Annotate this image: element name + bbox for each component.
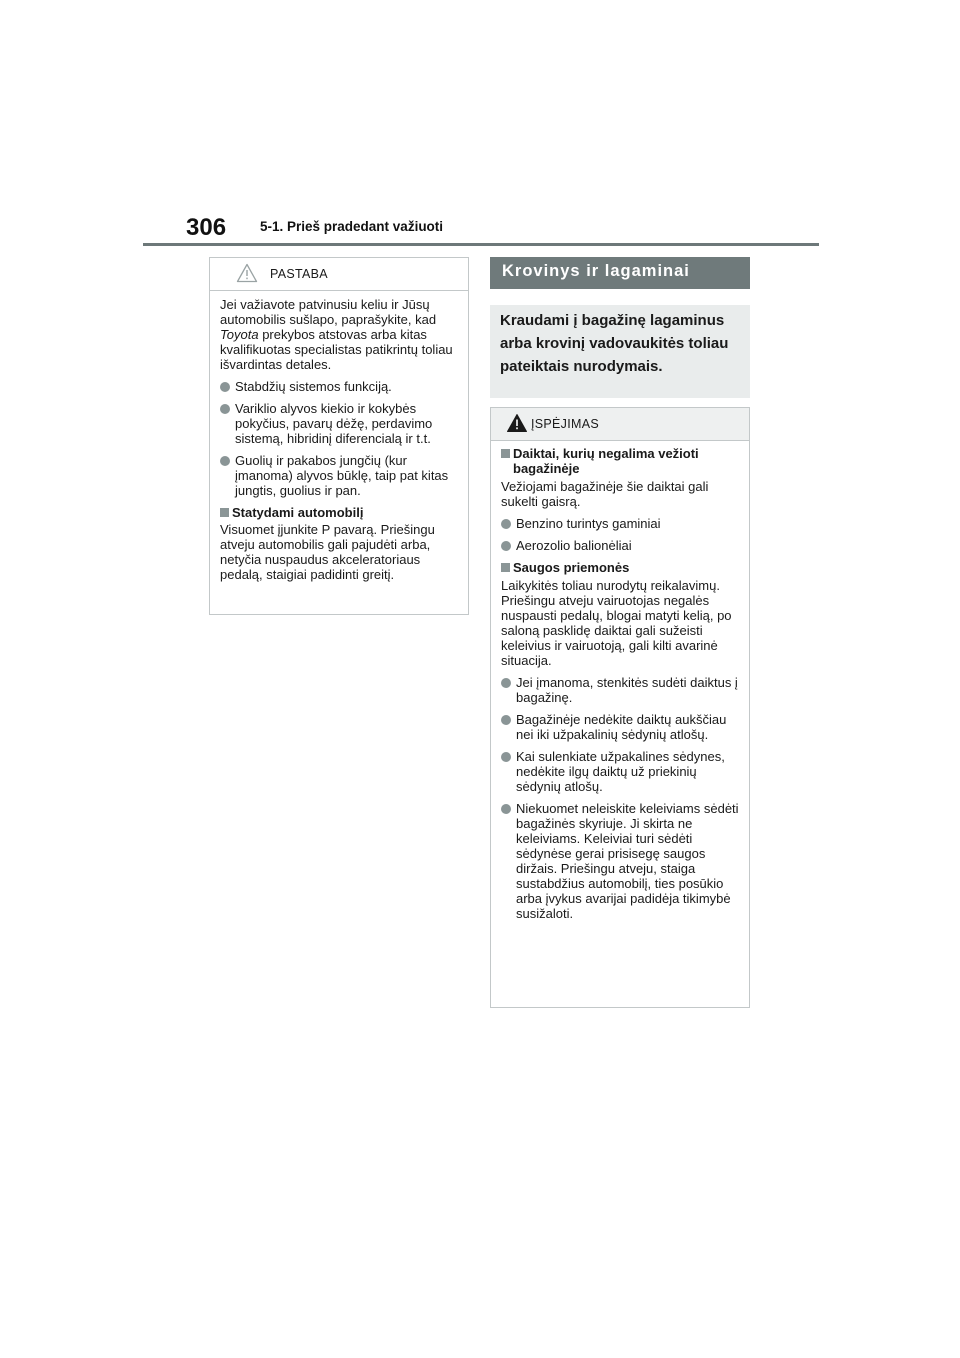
list-item-text: Aerozolio balionėliai: [516, 538, 632, 553]
section-header: Krovinys ir lagaminai: [490, 257, 750, 289]
note-sub-text: Visuomet įjunkite P pavarą. Priešingu atveju automobilis gali pajudėti arba, netyčia nuspaudus akceleratoriaus pedalą, staigiai padidinti greitį.: [220, 522, 435, 582]
note-box: [209, 257, 469, 615]
list-item: [501, 675, 740, 705]
section-title: 5-1. Prieš pradedant važiuoti: [260, 219, 444, 234]
warning-box: [490, 407, 750, 1008]
note-subheading-text: Statydami automobilį: [232, 505, 364, 520]
page-number: 306: [186, 214, 227, 241]
list-item-text: Jei įmanoma, stenkitės sudėti daiktus į bagažinę.: [516, 675, 738, 705]
list-item-text: Variklio alyvos kiekio ir kokybės pokyčius, pavarų dėžę, perdavimo sistemą, hibridinį diferencialą ir t.t.: [235, 401, 433, 446]
list-item-text: Guolių ir pakabos jungčių (kur įmanoma) alyvos būklę, taip pat kitas jungtis, guolius ir pan.: [235, 453, 449, 498]
warning-subheading-text: Daiktai, kurių negalima vežioti bagažinėje: [513, 446, 699, 476]
header-divider: [143, 243, 819, 246]
list-item: [501, 538, 740, 553]
note-intro-brand: Toyota: [220, 327, 259, 342]
list-item: [220, 453, 459, 498]
warning-subheading: [501, 446, 740, 476]
note-intro-text-1: Jei važiavote patvinusiu keliu ir Jūsų automobilis sušlapo, paprašykite, kad: [220, 297, 437, 327]
list-item: [501, 516, 740, 531]
note-box-header: [210, 258, 468, 291]
square-bullet: [501, 449, 510, 458]
bullet-dot: [220, 404, 230, 414]
warning-icon: [506, 413, 528, 433]
bullet-dot: [501, 519, 511, 529]
warning-text: Vežiojami bagažinėje šie daiktai gali sukelti gaisrą.: [501, 479, 709, 509]
note-intro: [220, 297, 459, 372]
warning-subheading: [501, 560, 740, 575]
square-bullet: [220, 508, 229, 517]
note-subheading: [220, 505, 459, 520]
note-box-body: [210, 291, 468, 582]
list-item: [220, 401, 459, 446]
bullet-dot: [501, 804, 511, 814]
warning-subheading-text: Saugos priemonės: [513, 560, 630, 575]
list-item-text: Stabdžių sistemos funkciją.: [235, 379, 392, 394]
list-item: [220, 379, 459, 394]
note-box-title: PASTABA: [270, 267, 328, 281]
bullet-dot: [501, 715, 511, 725]
list-item-text: Niekuomet neleiskite keleiviams sėdėti bagažinės skyriuje. Ji skirta ne keleiviams. Keleiviai turi sėdėti sėdynėse gerai prisisegę saugos diržais. Priešingu atveju, staiga sustabdžius automobilį, ties posūkio arba įvykus avarijai padidėja tikimybė susižaloti.: [516, 801, 739, 921]
list-item: [501, 749, 740, 794]
bullet-dot: [220, 456, 230, 466]
warning-text: Laikykitės toliau nurodytų reikalavimų.: [501, 578, 720, 593]
bullet-dot: [501, 752, 511, 762]
bullet-dot: [501, 541, 511, 551]
caution-outline-icon: [236, 263, 258, 283]
warning-text: Priešingu atveju vairuotojas negalės nuspausti pedalų, blogai matyti kelią, po saloną pasklidę daiktai gali sužeisti keleivius ir vairuotoją, gali kilti avarinė situacija.: [501, 593, 732, 668]
bullet-dot: [220, 382, 230, 392]
list-item: [501, 712, 740, 742]
list-item: [501, 801, 740, 921]
warning-box-body: [491, 441, 749, 921]
warning-box-title: ĮSPĖJIMAS: [531, 417, 599, 431]
warning-box-header: [491, 408, 749, 441]
list-item-text: Bagažinėje nedėkite daiktų aukščiau nei iki užpakalinių sėdynių atlošų.: [516, 712, 727, 742]
list-item-text: Kai sulenkiate užpakalines sėdynes, nedėkite ilgų daiktų už priekinių sėdynių atlošų.: [516, 749, 725, 794]
bullet-dot: [501, 678, 511, 688]
list-item-text: Benzino turintys gaminiai: [516, 516, 661, 531]
cargo-intro: Kraudami į bagažinę lagaminus arba krovinį vadovaukitės toliau pateiktais nurodymais.: [490, 305, 750, 398]
note-intro-text-2: prekybos atstovas arba kitas kvalifikuotas specialistas patikrintų toliau išvardintas detales.: [220, 327, 453, 372]
square-bullet: [501, 563, 510, 572]
